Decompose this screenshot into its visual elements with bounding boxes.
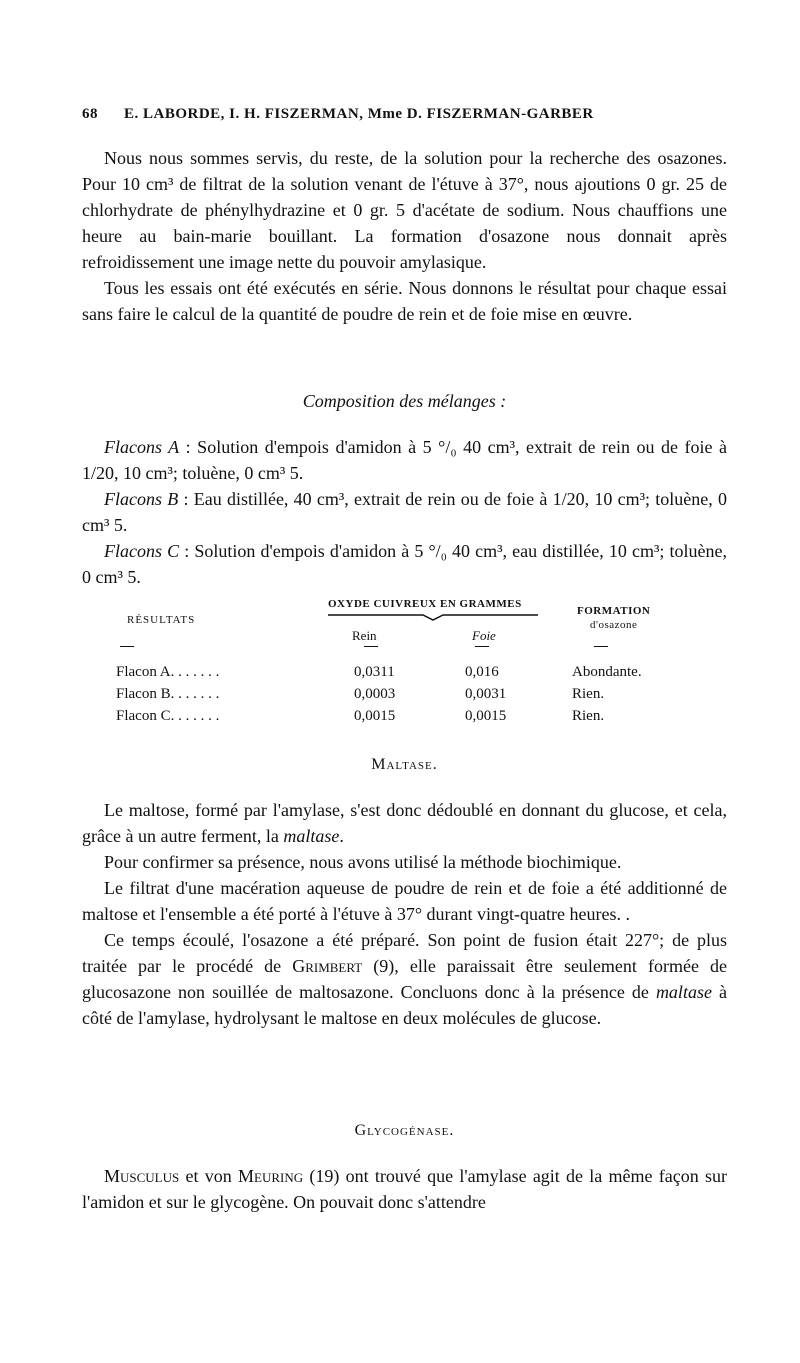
flacon-c-text: : Solution d'empois d'amidon à 5 °/₀ 40 cm³, eau distillée, 10 cm³; toluène, 0 cm³ 5. bbox=[82, 541, 727, 587]
text: et von bbox=[179, 1166, 238, 1186]
glycogenase-block bbox=[82, 1163, 727, 1215]
brace-icon bbox=[328, 612, 538, 622]
row-rein: 0,0003 bbox=[354, 686, 396, 702]
table-header bbox=[82, 594, 727, 664]
flacon-b-text: : Eau distillée, 40 cm³, extrait de rein ou de foie à 1/20, 10 cm³; toluène, 0 cm³ 5. bbox=[82, 489, 727, 535]
flacon-c-paragraph bbox=[82, 538, 727, 590]
col-rein: Rein bbox=[352, 628, 377, 643]
table-row bbox=[82, 686, 727, 708]
row-formation: Rien. bbox=[572, 686, 605, 702]
flacon-b-paragraph bbox=[82, 486, 727, 538]
table-row bbox=[82, 708, 727, 730]
intro-paragraph-2: Tous les essais ont été exécutés en série. Nous donnons le résultat pour chaque essai sans faire le calcul de la quantité de poudre de rein et de foie mise en œuvre. bbox=[82, 278, 727, 324]
col-formation-line1: FORMATION bbox=[577, 605, 651, 617]
running-header bbox=[82, 106, 727, 123]
row-rein: 0,0015 bbox=[354, 708, 396, 724]
italic-text: maltase bbox=[283, 826, 340, 846]
row-foie: 0,016 bbox=[465, 664, 499, 680]
page-number: 68 bbox=[82, 106, 98, 122]
italic-text: maltase bbox=[655, 982, 712, 1002]
col-resultats: RÉSULTATS bbox=[127, 614, 196, 626]
author-name: Grimbert bbox=[292, 956, 363, 976]
header-authors: E. LABORDE, I. H. FISZERMAN, Mme D. FISZERMAN-GARBER bbox=[124, 106, 594, 122]
maltase-paragraph-2: Pour confirmer sa présence, nous avons utilisé la méthode biochimique. bbox=[104, 852, 622, 872]
row-foie: 0,0031 bbox=[465, 686, 507, 702]
text: à côté de l'amylase, hydrolysant le maltose en deux molécules de glucose. bbox=[82, 982, 727, 1028]
table-row bbox=[82, 664, 727, 686]
glycogenase-paragraph bbox=[82, 1163, 727, 1215]
row-foie: 0,0015 bbox=[465, 708, 507, 724]
col-formation-line2: d'osazone bbox=[589, 619, 638, 631]
row-formation: Abondante. bbox=[572, 664, 642, 680]
col-formation bbox=[577, 604, 650, 632]
dash bbox=[120, 646, 134, 647]
text: Le maltose, formé par l'amylase, s'est donc dédoublé en donnant du glucose, et cela, grâce à un autre ferment, la bbox=[82, 800, 727, 846]
intro-block bbox=[82, 145, 727, 327]
glycogenase-heading: Glycogénase. bbox=[354, 1122, 455, 1139]
text: . bbox=[339, 826, 344, 846]
row-rein: 0,0311 bbox=[354, 664, 395, 680]
maltase-paragraph-3: Le filtrat d'une macération aqueuse de poudre de rein et de foie a été additionné de maltose et l'ensemble a été porté à l'étuve à 37° durant vingt-quatre heures. . bbox=[82, 878, 727, 924]
maltase-heading: Maltase. bbox=[371, 756, 438, 773]
flacon-a-label: Flacons A bbox=[104, 437, 180, 457]
intro-paragraph-1: Nous nous sommes servis, du reste, de la solution pour la recherche des osazones. Pour 10 cm³ de filtrat de la solution venant de l'étuve à 37°, nous ajoutions 0 gr. 25 de chlorhydrate de phénylhydrazine et 0 gr. 5 d'acétate de sodium. Nous chauffions une heure au bain-marie bouillant. La formation d'osazone nous donnait après refroidissement une image nette du pouvoir amylasique. bbox=[82, 148, 727, 272]
dash bbox=[475, 646, 489, 647]
flacons-list bbox=[82, 434, 727, 590]
flacon-b-label: Flacons B bbox=[104, 489, 179, 509]
text: (19) ont trouvé que l'amylase agit de la même façon sur l'amidon et sur le glycogène. On pouvait donc s'attendre bbox=[82, 1166, 727, 1212]
text: (9), elle paraissait être seulement formée de glucosazone non souillée de maltosazone. Concluons donc à la présence de bbox=[82, 956, 727, 1002]
row-name: Flacon A. . . . . . . bbox=[116, 664, 220, 680]
col-oxyde: OXYDE CUIVREUX EN GRAMMES bbox=[328, 598, 522, 610]
author-name: Musculus bbox=[104, 1166, 180, 1186]
maltase-block bbox=[82, 797, 727, 1031]
text: Ce temps écoulé, l'osazone a été préparé. Son point de fusion était 227°; de plus traitée par le procédé de bbox=[82, 930, 727, 976]
flacon-c-label: Flacons C bbox=[104, 541, 180, 561]
flacon-a-paragraph bbox=[82, 434, 727, 486]
maltase-paragraph-4 bbox=[82, 927, 727, 1031]
row-name: Flacon C. . . . . . . bbox=[116, 708, 220, 724]
row-name: Flacon B. . . . . . . bbox=[116, 686, 220, 702]
author-name: Meuring bbox=[238, 1166, 304, 1186]
dash bbox=[594, 646, 608, 647]
row-formation: Rien. bbox=[572, 708, 605, 724]
flacon-a-text: : Solution d'empois d'amidon à 5 °/₀ 40 cm³, extrait de rein ou de foie à 1/20, 10 cm³; toluène, 0 cm³ 5. bbox=[82, 437, 727, 483]
col-foie: Foie bbox=[472, 628, 496, 643]
results-table bbox=[82, 594, 727, 730]
maltase-paragraph-1 bbox=[82, 797, 727, 849]
composition-title: Composition des mélanges : bbox=[302, 391, 507, 411]
dash bbox=[364, 646, 378, 647]
